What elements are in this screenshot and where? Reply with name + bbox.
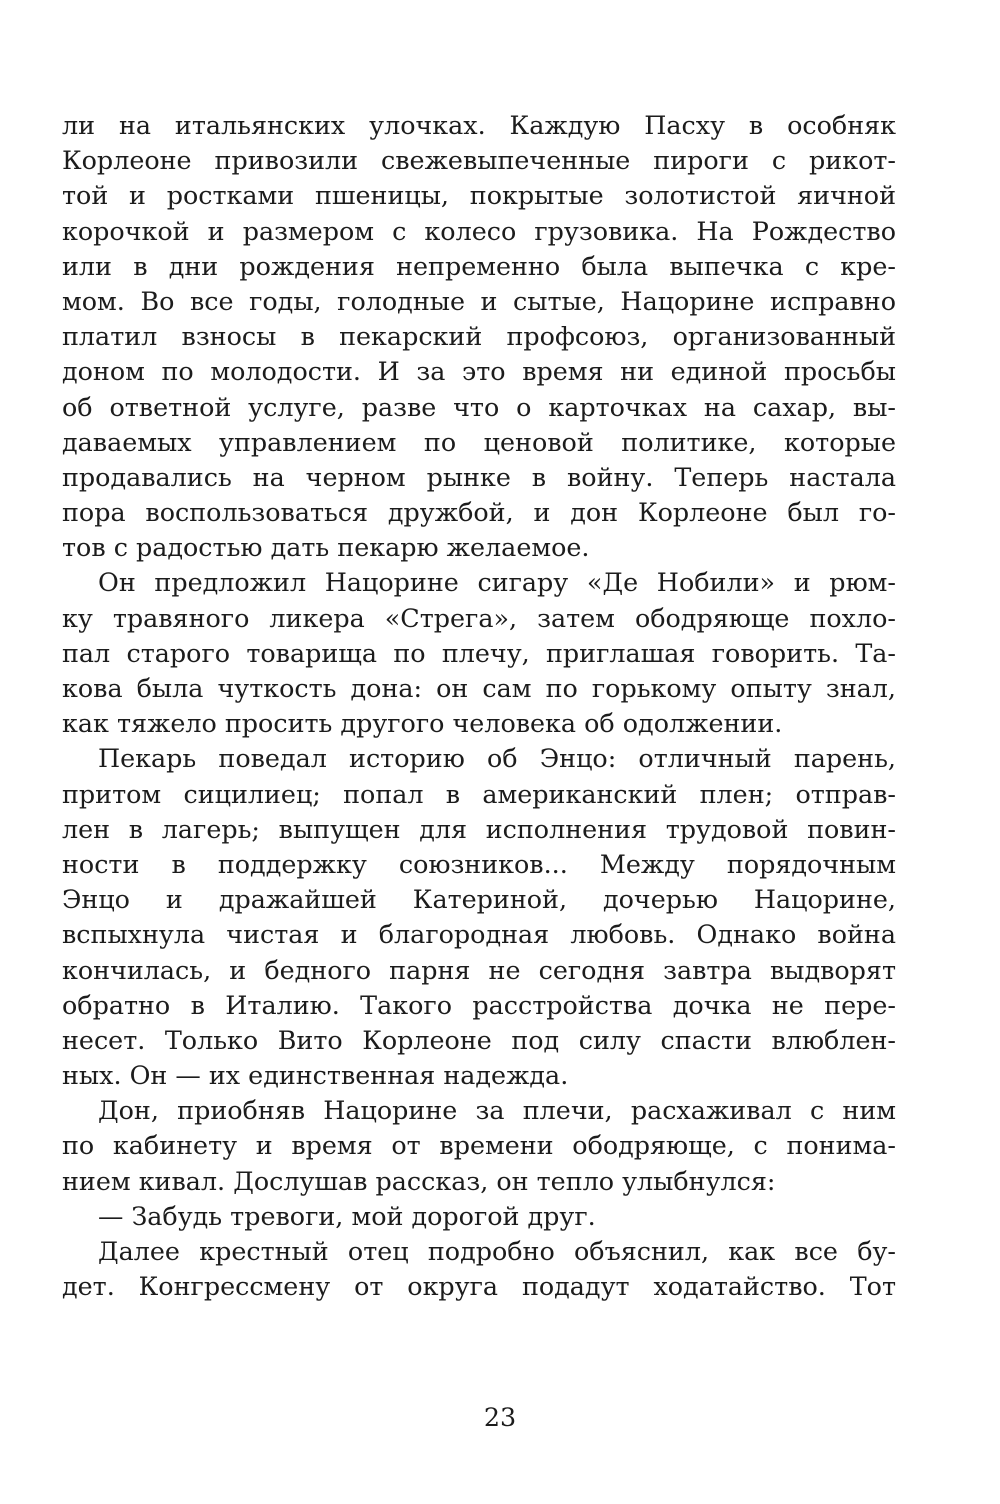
page-number: 23 [483,1402,517,1432]
text-line: Он предложил Нацорине сигару «Де Нобили» и рюм- [98,567,896,598]
text-line: ности в поддержку союзников... Между порядочным [62,848,896,879]
text-line: пал старого товарища по плечу, приглашая говорить. Та- [62,637,896,668]
text-line: дет. Конгрессмену от округа подадут ходатайство. Тот [62,1271,896,1302]
text-line: Далее крестный отец подробно объяснил, как все бу- [98,1236,896,1266]
text-line: вспыхнула чистая и благородная любовь. Однако война [62,919,896,950]
text-line: Корлеоне привозили свежевыпеченные пироги с рикот- [62,145,896,176]
text-line: даваемых управлением по ценовой политике, которые [62,426,896,457]
text-line: ку травяного ликера «Стрега», затем ободряюще похло- [62,602,896,633]
text-line: платил взносы в пекарский профсоюз, организованный [62,321,896,352]
text-line: Дон, приобняв Нацорине за плечи, расхаживал с ним [98,1095,896,1126]
text-line: притом сицилиец; попал в американский плен; отправ- [62,778,896,809]
text-line: нием кивал. Дослушав рассказ, он тепло улыбнулся: [62,1165,776,1196]
text-line: несет. Только Вито Корлеоне под силу спасти влюблен- [62,1024,896,1055]
text-line: лен в лагерь; выпущен для исполнения трудовой повин- [62,813,896,844]
text-line: Энцо и дражайшей Катериной, дочерью Нацорине, [62,884,896,915]
text-line: — Забудь тревоги, мой дорогой друг. [98,1200,596,1231]
text-line: доном по молодости. И за это время ни единой просьбы [62,356,896,387]
text-line: кова была чуткость дона: он сам по горькому опыту знал, [62,673,896,703]
body-text [62,108,896,1304]
text-line: той и ростками пшеницы, покрытые золотистой яичной [62,180,896,211]
text-line: обратно в Италию. Такого расстройства дочка не пере- [62,989,896,1020]
text-line: продавались на черном рынке в войну. Теперь настала [62,461,896,492]
text-line: или в дни рождения непременно была выпечка с кре- [62,250,896,281]
text-line: ных. Он — их единственная надежда. [62,1060,569,1091]
text-line: корочкой и размером с колесо грузовика. На Рождество [62,215,896,246]
text-line: Пекарь поведал историю об Энцо: отличный парень, [98,743,896,774]
text-line: об ответной услуге, разве что о карточках на сахар, вы- [62,391,896,422]
text-line: как тяжело просить другого человека об одолжении. [62,708,783,739]
text-line: по кабинету и время от времени ободряюще, с понима- [62,1130,896,1161]
text-line: ли на итальянских улочках. Каждую Пасху в особняк [62,110,896,140]
text-line: мом. Во все годы, голодные и сытые, Нацорине исправно [62,285,896,316]
text-line: тов с радостью дать пекарю желаемое. [62,532,590,563]
text-line: кончилась, и бедного парня не сегодня завтра выдворят [62,954,896,985]
text-line: пора воспользоваться дружбой, и дон Корлеоне был го- [62,497,896,528]
